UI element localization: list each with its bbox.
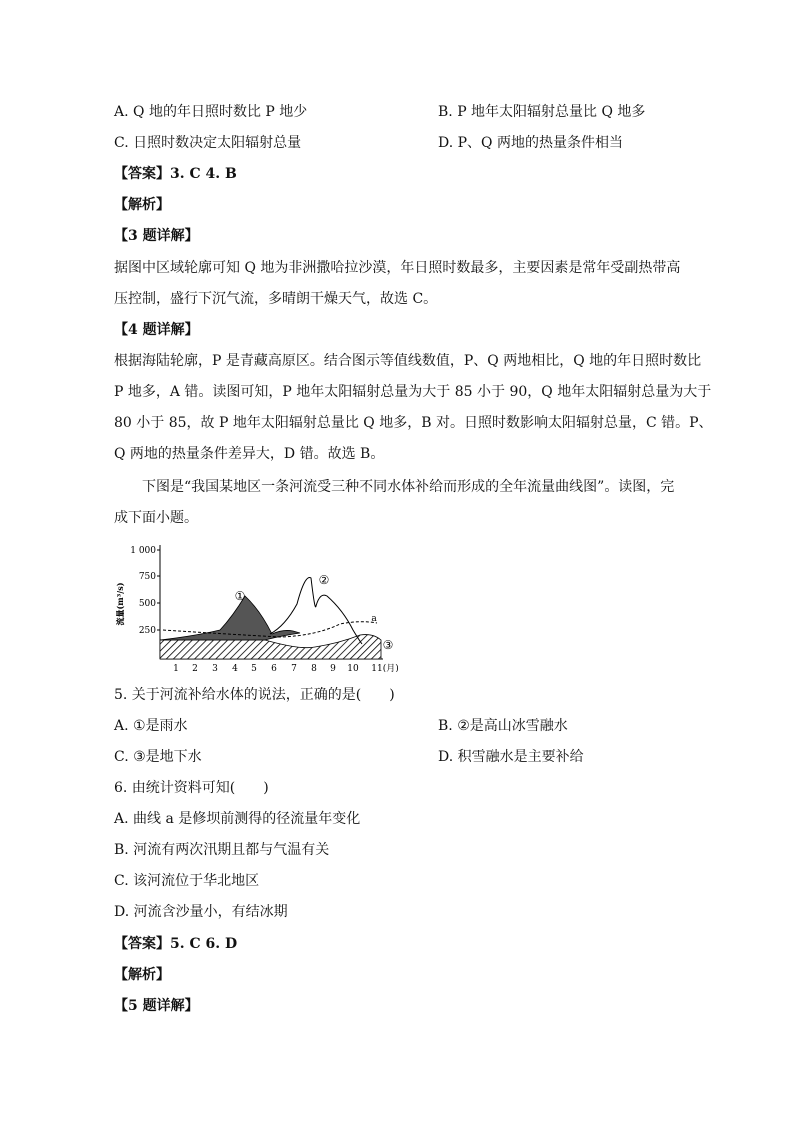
x-tick-1: 1 xyxy=(173,664,179,672)
q5-option-a: A. ①是雨水 xyxy=(114,718,188,734)
q4-detail-heading: 【4 题详解】 xyxy=(114,322,199,338)
label-2: ② xyxy=(318,573,330,587)
x-tick-6: 6 xyxy=(271,664,277,672)
q6-stem: 6. 由统计资料可知( ) xyxy=(114,780,269,796)
y-tick-750: 750 xyxy=(138,572,156,582)
x-tick-7: 7 xyxy=(291,664,297,672)
q5-stem: 5. 关于河流补给水体的说法，正确的是( ) xyxy=(114,687,395,703)
q5-option-c: C. ③是地下水 xyxy=(114,749,202,765)
q6-option-a: A. 曲线 a 是修坝前测得的径流量年变化 xyxy=(114,811,361,827)
x-tick-9: 9 xyxy=(330,664,336,672)
q5-option-d: D. 积雪融水是主要补给 xyxy=(438,749,584,765)
q3-4-option-b: B. P 地年太阳辐射总量比 Q 地多 xyxy=(438,104,646,120)
x-tick-3: 3 xyxy=(212,664,218,672)
answer-3-4: 【答案】3. C 4. B xyxy=(114,166,237,182)
q4-detail-line-2: P 地多，A 错。读图可知，P 地年太阳辐射总量为大于 85 小于 90，Q 地年太阳辐射总量为大于 xyxy=(114,384,712,400)
q5-option-b: B. ②是高山冰雪融水 xyxy=(438,718,568,734)
x-tick-11: 11(月) xyxy=(371,664,399,672)
x-tick-4: 4 xyxy=(232,664,238,672)
x-tick-10: 10 xyxy=(347,664,359,672)
q5-detail-heading: 【5 题详解】 xyxy=(114,998,199,1014)
q4-detail-line-1: 根据海陆轮廓，P 是青藏高原区。结合图示等值线数值，P、Q 两地相比，Q 地的年日照时数比 xyxy=(114,353,702,369)
intro-line-1: 下图是“我国某地区一条河流受三种不同水体补给而形成的全年流量曲线图”。读图，完 xyxy=(142,479,675,495)
q4-detail-line-3: 80 小于 85，故 P 地年太阳辐射总量比 Q 地多，B 对。日照时数影响太阳辐射总量，C 错。P、 xyxy=(114,415,713,431)
analysis-heading-1: 【解析】 xyxy=(114,197,170,213)
q4-detail-line-4: Q 两地的热量条件差异大，D 错。故选 B。 xyxy=(114,446,385,462)
rain-peak-area-1 xyxy=(160,596,300,640)
y-tick-500: 500 xyxy=(138,599,156,609)
x-tick-5: 5 xyxy=(251,664,257,672)
y-tick-250: 250 xyxy=(138,626,156,636)
q3-detail-heading: 【3 题详解】 xyxy=(114,228,199,244)
q6-option-c: C. 该河流位于华北地区 xyxy=(114,873,260,889)
intro-line-2: 成下面小题。 xyxy=(114,510,198,526)
answer-5-6: 【答案】5. C 6. D xyxy=(114,936,238,952)
q6-option-d: D. 河流含沙量小，有结冰期 xyxy=(114,904,288,920)
q3-detail-line-1: 据图中区域轮廓可知 Q 地为非洲撒哈拉沙漠，年日照时数最多，主要因素是常年受副热带高 xyxy=(114,260,681,276)
river-flow-figure xyxy=(115,540,415,672)
y-axis-label: 流量(m³/s) xyxy=(115,582,125,626)
q3-detail-line-2: 压控制，盛行下沉气流，多晴朗干燥天气，故选 C。 xyxy=(114,291,438,307)
q3-4-option-a: A. Q 地的年日照时数比 P 地少 xyxy=(114,104,308,120)
y-tick-1000: 1 000 xyxy=(130,546,156,556)
x-tick-2: 2 xyxy=(192,664,198,672)
x-tick-8: 8 xyxy=(311,664,317,672)
q3-4-option-c: C. 日照时数决定太阳辐射总量 xyxy=(114,135,302,151)
label-1: ① xyxy=(234,589,246,603)
label-3: ③ xyxy=(382,638,394,652)
analysis-heading-2: 【解析】 xyxy=(114,967,170,983)
label-a: a xyxy=(371,614,377,624)
q6-option-b: B. 河流有两次汛期且都与气温有关 xyxy=(114,842,330,858)
q3-4-option-d: D. P、Q 两地的热量条件相当 xyxy=(438,135,623,151)
